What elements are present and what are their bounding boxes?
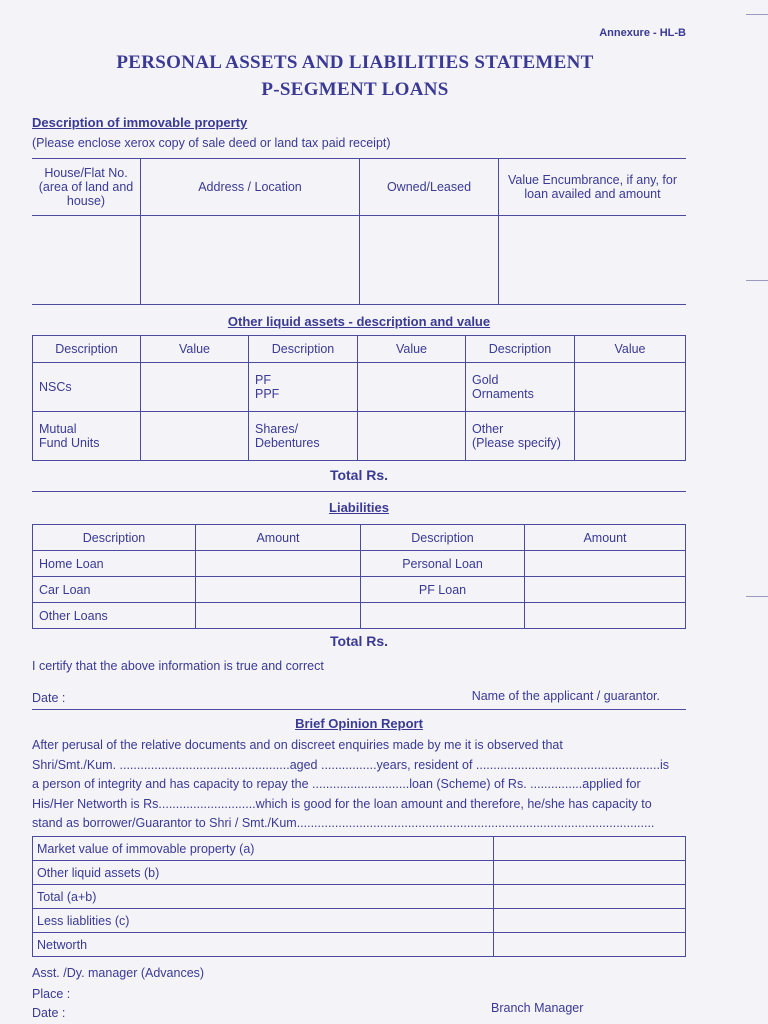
liquid-header: Value xyxy=(575,336,686,363)
liquid-value[interactable] xyxy=(358,412,466,461)
opinion-line: a person of integrity and has capacity to repay the ............................loan (Scheme) of Rs. ...............applied for xyxy=(32,777,641,791)
liquid-value[interactable] xyxy=(575,412,686,461)
page-subtitle: P-SEGMENT LOANS xyxy=(261,79,449,100)
networth-label: Networth xyxy=(33,933,494,957)
liab-header: Amount xyxy=(525,525,686,551)
liab-amount[interactable] xyxy=(196,577,361,603)
liab-desc: Other Loans xyxy=(33,603,196,629)
liab-header: Description xyxy=(33,525,196,551)
col-address: Address / Location xyxy=(141,159,360,216)
liquid-desc: PF PPF xyxy=(249,363,358,412)
liab-desc: Personal Loan xyxy=(361,551,525,577)
liquid-desc: NSCs xyxy=(33,363,141,412)
liquid-header: Value xyxy=(358,336,466,363)
liquid-heading: Other liquid assets - description and value xyxy=(227,314,491,329)
liab-header: Description xyxy=(361,525,525,551)
opinion-line: His/Her Networth is Rs............................which is good for the loan amount and therefore, he/she has capacity to xyxy=(32,796,652,811)
applicant-label: Name of the applicant / guarantor. xyxy=(471,689,660,703)
liab-desc: PF Loan xyxy=(361,577,525,603)
edge-line xyxy=(746,596,768,597)
col-house: House/Flat No. (area of land and house) xyxy=(32,159,141,216)
divider xyxy=(32,491,686,492)
networth-label: Less liablities (c) xyxy=(33,909,494,933)
certify-text: I certify that the above information is true and correct xyxy=(32,659,324,673)
liquid-header: Description xyxy=(249,336,358,363)
annexure-label: Annexure - HL-B xyxy=(599,27,686,39)
branch-manager-label: Branch Manager xyxy=(491,1001,584,1015)
liab-desc: Home Loan xyxy=(33,551,196,577)
opinion-line: Shri/Smt./Kum. .................................................aged ................years, resident of .....................................................is xyxy=(32,757,669,772)
immovable-heading: Description of immovable property xyxy=(32,115,248,130)
networth-value[interactable] xyxy=(494,909,686,933)
immovable-table xyxy=(32,158,686,305)
edge-line xyxy=(746,14,768,15)
networth-label: Market value of immovable property (a) xyxy=(33,837,494,861)
opinion-line: stand as borrower/Guarantor to Shri / Smt./Kum....................................................................................................... xyxy=(32,816,655,830)
place-label: Place : xyxy=(32,987,71,1001)
liab-amount[interactable] xyxy=(525,577,686,603)
networth-label: Total (a+b) xyxy=(33,885,494,909)
liquid-value[interactable] xyxy=(141,412,249,461)
liquid-value[interactable] xyxy=(358,363,466,412)
networth-value[interactable] xyxy=(494,837,686,861)
liquid-header: Value xyxy=(141,336,249,363)
manager-label: Asst. /Dy. manager (Advances) xyxy=(32,966,205,980)
liquid-desc: Mutual Fund Units xyxy=(33,412,141,461)
liquid-header: Description xyxy=(33,336,141,363)
liquid-desc: Gold Ornaments xyxy=(466,363,575,412)
cell-house[interactable] xyxy=(32,216,141,305)
liab-desc xyxy=(361,603,525,629)
immovable-note: (Please enclose xerox copy of sale deed or land tax paid receipt) xyxy=(32,136,391,150)
liabilities-table xyxy=(32,524,686,629)
cell-address[interactable] xyxy=(141,216,360,305)
liab-amount[interactable] xyxy=(525,551,686,577)
liquid-value[interactable] xyxy=(141,363,249,412)
liab-desc: Car Loan xyxy=(33,577,196,603)
liab-header: Amount xyxy=(196,525,361,551)
networth-table xyxy=(32,836,686,957)
networth-value[interactable] xyxy=(494,861,686,885)
liquid-assets-table xyxy=(32,335,686,461)
opinion-paragraph xyxy=(32,736,686,834)
opinion-heading: Brief Opinion Report xyxy=(295,716,423,731)
liabilities-total: Total Rs. xyxy=(329,633,389,649)
divider xyxy=(32,709,686,710)
opinion-line: After perusal of the relative documents and on discreet enquiries made by me it is observed that xyxy=(32,738,563,752)
liab-amount[interactable] xyxy=(525,603,686,629)
liquid-total: Total Rs. xyxy=(329,467,389,483)
liquid-desc: Other (Please specify) xyxy=(466,412,575,461)
date-label: Date : xyxy=(32,691,66,705)
cell-owned[interactable] xyxy=(360,216,499,305)
liabilities-heading: Liabilities xyxy=(329,500,389,515)
liab-amount[interactable] xyxy=(196,551,361,577)
edge-line xyxy=(746,280,768,281)
liab-amount[interactable] xyxy=(196,603,361,629)
networth-value[interactable] xyxy=(494,933,686,957)
liquid-header: Description xyxy=(466,336,575,363)
networth-label: Other liquid assets (b) xyxy=(33,861,494,885)
footer-date-label: Date : xyxy=(32,1006,66,1020)
cell-value[interactable] xyxy=(499,216,687,305)
networth-value[interactable] xyxy=(494,885,686,909)
col-owned: Owned/Leased xyxy=(360,159,499,216)
col-value: Value Encumbrance, if any, for loan availed and amount xyxy=(499,159,687,216)
liquid-value[interactable] xyxy=(575,363,686,412)
liquid-desc: Shares/ Debentures xyxy=(249,412,358,461)
page-title: PERSONAL ASSETS AND LIABILITIES STATEMENT xyxy=(116,52,594,73)
